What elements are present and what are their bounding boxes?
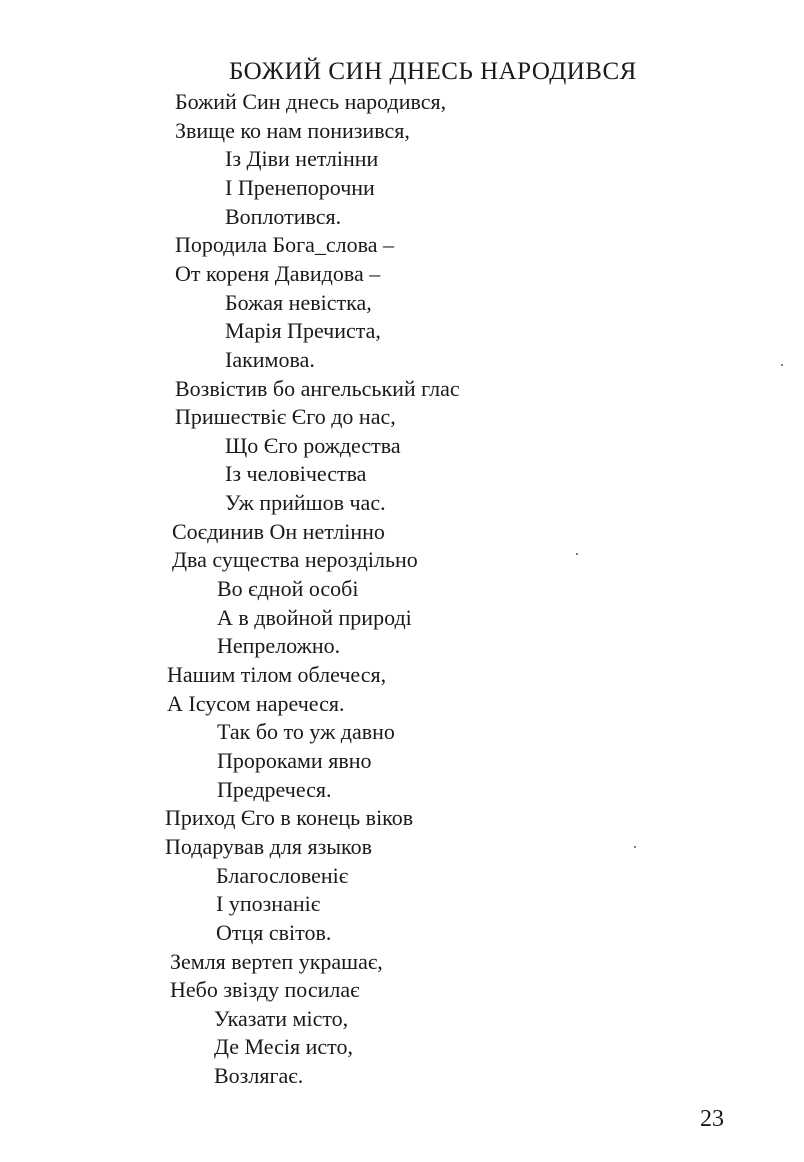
poem-line: Де Месія исто,: [214, 1034, 353, 1060]
poem-line: Божий Син днесь народився,: [175, 89, 447, 114]
poem-line: Земля вертеп украшає,: [170, 948, 383, 974]
poem-line: Воплотився.: [225, 203, 342, 229]
poem-line: А Ісусом наречеся.: [167, 690, 345, 716]
poem-line: Пророками явно: [217, 747, 372, 773]
scan-speck: [634, 846, 636, 848]
poem-line: Непреложно.: [217, 633, 341, 659]
poem-line: Подарував для языков: [165, 833, 373, 859]
poem-line: Приход Єго в конець віков: [165, 805, 414, 831]
poem-line: Во єдной особі: [217, 576, 359, 602]
poem-line: Іакимова.: [225, 346, 315, 372]
poem-line: Предречеся.: [217, 776, 332, 802]
poem-line: Із Діви нетлінни: [225, 146, 379, 172]
scan-speck: [576, 553, 578, 555]
poem-line: Із человічества: [225, 461, 367, 487]
poem-line: Соєдинив Он нетлінно: [172, 518, 385, 544]
poem-line: Благословеніє: [216, 862, 349, 888]
poem-line: Пришествіє Єго до нас,: [175, 404, 396, 430]
poem-line: Нашим тілом облечеся,: [167, 662, 387, 687]
poem-line: І упознаніє: [216, 891, 321, 917]
poem-line: Небо звізду посилає: [170, 977, 360, 1003]
scan-speck: [781, 364, 783, 366]
poem-line: А в двойной природі: [217, 604, 412, 630]
page-number: 23: [700, 1106, 724, 1132]
poem-line: Так бо то уж давно: [217, 719, 395, 745]
poem-line: Возвістив бо ангельський глас: [175, 375, 460, 401]
poem-line: Уж прийшов час.: [225, 490, 386, 516]
poem-line: От кореня Давидова –: [175, 260, 381, 286]
poem-title: БОЖИЙ СИН ДНЕСЬ НАРОДИВСЯ: [229, 58, 637, 85]
poem-line: Указати місто,: [214, 1005, 349, 1031]
poem-line: Звище ко нам понизився,: [175, 117, 410, 143]
poem-line: Породила Бога_слова –: [175, 232, 394, 258]
poem-line: Два существа нероздільно: [172, 547, 418, 573]
poem-line: Отця світов.: [216, 919, 332, 945]
poem-line: І Пренепорочни: [225, 174, 375, 200]
poem-line: Марія Пречиста,: [225, 318, 381, 344]
poem-line: Возлягає.: [214, 1063, 304, 1089]
poem-line: Що Єго рождества: [225, 432, 401, 458]
poem-line: Божая невістка,: [225, 289, 372, 315]
